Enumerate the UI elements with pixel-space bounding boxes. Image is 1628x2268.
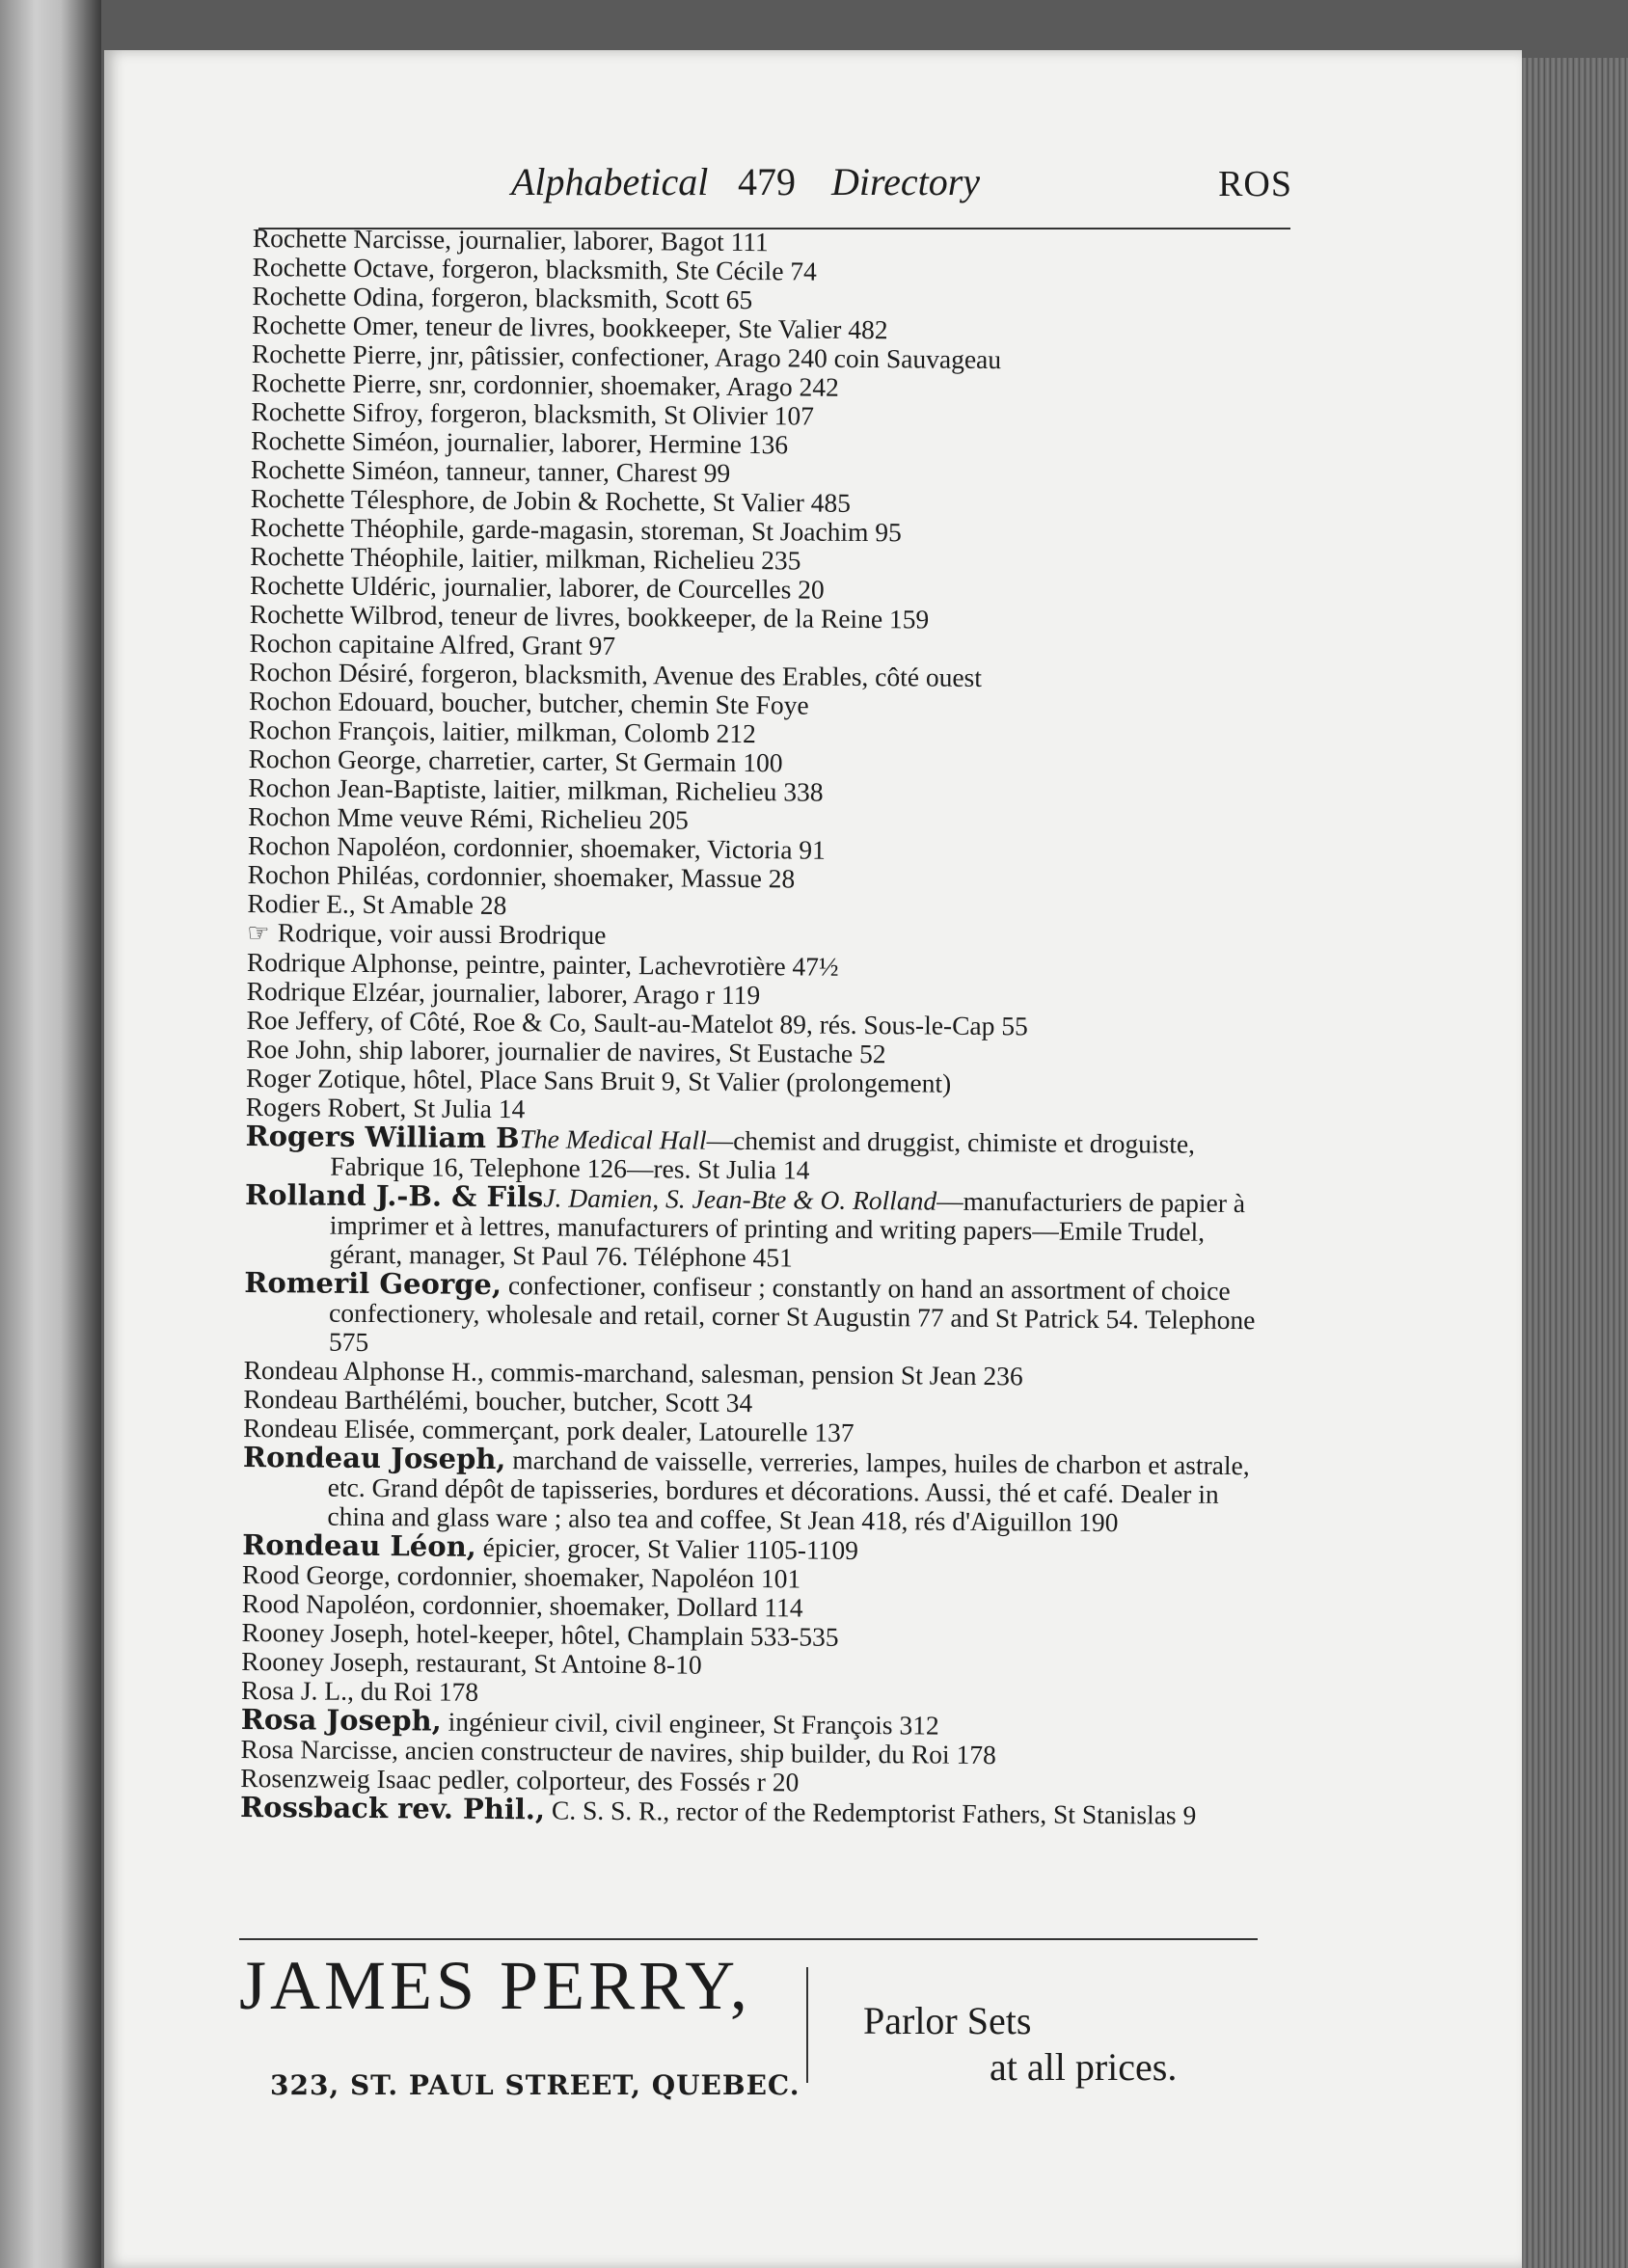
entry: Rochette Théophile, garde-magasin, storeman, St Joachim 95 (250, 511, 903, 548)
entry: Rondeau Barthélémi, boucher, butcher, Scott 34 (243, 1383, 753, 1418)
page-number: 479 (738, 160, 796, 203)
entry: Rodier E., St Amable 28 (247, 887, 507, 921)
entry: Rochette Odina, forgeron, blacksmith, Scott 65 (252, 280, 753, 315)
running-head-left: Alphabetical (511, 160, 709, 203)
entry: Rochon George, charretier, carter, St Germain 100 (248, 742, 783, 778)
entry-name: Rossback rev. Phil., (239, 1790, 546, 1826)
adjacent-page-edge (0, 0, 101, 2268)
entry-name: Rosa Joseph, (240, 1702, 442, 1738)
entry: Rochon François, laitier, milkman, Colomb 212 (248, 714, 756, 749)
entry-text: Rodrique, voir aussi Brodrique (277, 917, 607, 950)
entry-featured (244, 1177, 1267, 1276)
running-head-right: Directory (831, 160, 981, 203)
entry: Rochon Jean-Baptiste, laitier, milkman, Richelieu 338 (248, 771, 824, 807)
entry: Rochon Désiré, forgeron, blacksmith, Avenue des Erables, côté ouest (249, 656, 983, 692)
entry-featured (245, 1121, 1267, 1188)
entry: Rondeau Alphonse H., commis-marchand, salesman, pension St Jean 236 (243, 1354, 1023, 1391)
entry: Rochette Pierre, jnr, pâtissier, confectioner, Arago 240 coin Sauvageau (251, 338, 1002, 375)
directory-entries (240, 224, 1275, 1830)
entry: Rochette Sifroy, forgeron, blacksmith, St Olivier 107 (251, 395, 815, 431)
entry: Rosa Narcisse, ancien constructeur de navires, ship builder, du Roi 178 (240, 1733, 996, 1770)
entry: Rochon Mme veuve Rémi, Richelieu 205 (248, 800, 690, 835)
entry: Rochette Siméon, journalier, laborer, Hermine 136 (251, 424, 789, 460)
entry-name: Rondeau Joseph, (242, 1440, 506, 1476)
pointing-hand-icon: ☞ (247, 918, 278, 949)
entry-detail: ingénieur civil, civil engineer, St François 312 (441, 1706, 939, 1741)
entry: Rochette Omer, teneur de livres, bookkeeper, Ste Valier 482 (252, 309, 888, 345)
entry: Rochon Philéas, cordonnier, shoemaker, Massue 28 (247, 858, 796, 894)
entry-firm: J. Damien, S. Jean-Bte & O. Rolland (543, 1182, 937, 1216)
advertisement-rule (239, 1938, 1258, 1940)
entry: Rochette Uldéric, journalier, laborer, de Courcelles 20 (249, 569, 825, 605)
entry-name: Rolland J.-B. & Fils (244, 1177, 544, 1214)
entry: Rogers Robert, St Julia 14 (245, 1091, 526, 1124)
entry: Rochon Edouard, boucher, butcher, chemin Ste Foye (248, 685, 809, 720)
section-tag: ROS (1218, 164, 1292, 204)
entry: Roe John, ship laborer, journalier de navires, St Eustache 52 (246, 1033, 886, 1069)
entry-detail: marchand de vaisselle, verreries, lampes, huiles de charbon et astrale, etc. Grand dépôt de tapisseries, bordures et décorations. Aussi, thé et café. Dealer in china and glass ware ; also tea and coffee, St Jean 418, rés d'Aiguillon 190 (327, 1444, 1250, 1538)
entry-featured (242, 1440, 1265, 1538)
entry: Rochette Narcisse, journalier, laborer, Bagot 111 (252, 223, 769, 257)
entry: Rood George, cordonnier, shoemaker, Napoléon 101 (241, 1558, 801, 1594)
entry-featured (244, 1265, 1267, 1364)
entry: Rochon Napoléon, cordonnier, shoemaker, Victoria 91 (247, 829, 826, 865)
entry-detail: épicier, grocer, St Valier 1105-1109 (475, 1531, 859, 1565)
brace-divider (806, 1967, 814, 2083)
entry: Rooney Joseph, restaurant, St Antoine 8-10 (241, 1645, 702, 1680)
entry: Roger Zotique, hôtel, Place Sans Bruit 9, St Valier (prolongement) (245, 1062, 952, 1098)
entry: Rochette Télesphore, de Jobin & Rochette, St Valier 485 (250, 482, 852, 518)
page-stack-edge (1522, 58, 1628, 2268)
entry: Rood Napoléon, cordonnier, shoemaker, Dollard 114 (241, 1587, 803, 1623)
advertiser-name: JAMES PERRY, (239, 1947, 751, 2024)
entry-detail: —manufacturiers de papier à imprimer et à lettres, manufacturers of printing and writing papers—Emile Trudel, gérant, manager, St Paul 76. Téléphone 451 (329, 1185, 1246, 1273)
running-head (241, 159, 1292, 227)
entry: Rochon capitaine Alfred, Grant 97 (249, 627, 616, 661)
entry: Rochette Wilbrod, teneur de livres, bookkeeper, de la Reine 159 (249, 598, 930, 634)
entry-detail: —chemist and druggist, chimiste et droguiste, Fabrique 16, Telephone 126—res. St Julia 14 (330, 1124, 1196, 1185)
advertisement-slogan-line1: Parlor Sets (863, 1999, 1032, 2042)
entry: Rodrique Alphonse, peintre, painter, Lachevrotière 47½ (246, 946, 839, 982)
entry-name: Rogers William B (245, 1119, 520, 1155)
entry: Rochette Théophile, laitier, milkman, Richelieu 235 (250, 540, 801, 576)
entry-name: Romeril George, (244, 1265, 502, 1302)
entry-detail: C. S. S. R., rector of the Redemptorist Fathers, St Stanislas 9 (544, 1795, 1197, 1830)
entry: Rochette Octave, forgeron, blacksmith, Ste Cécile 74 (252, 251, 817, 286)
advertisement-slogan-line2: at all prices. (990, 2045, 1178, 2089)
entry: Rochette Pierre, snr, cordonnier, shoemaker, Arago 242 (251, 366, 839, 402)
entry: Rosenzweig Isaac pedler, colporteur, des Fossés r 20 (240, 1762, 800, 1797)
entry: Rochette Siméon, tanneur, tanner, Charest 99 (250, 453, 731, 488)
entry: Rodrique Elzéar, journalier, laborer, Arago r 119 (246, 975, 761, 1011)
advertiser-address: 323, ST. PAUL STREET, QUEBEC. (270, 2069, 800, 2101)
entry: Rosa J. L., du Roi 178 (240, 1674, 479, 1707)
entry: Roe Jeffery, of Côté, Roe & Co, Sault-au-Matelot 89, rés. Sous-le-Cap 55 (246, 1004, 1028, 1041)
entry: Rooney Joseph, hotel-keeper, hôtel, Champlain 533-535 (241, 1616, 839, 1652)
entry: Rondeau Elisée, commerçant, pork dealer, Latourelle 137 (243, 1412, 855, 1447)
entry-name: Rondeau Léon, (242, 1527, 476, 1563)
entry-firm: The Medical Hall (519, 1123, 707, 1155)
entry-detail: confectioner, confiseur ; constantly on hand an assortment of choice confectionery, wholesale and retail, corner St Augustin 77 and St Patrick 54. Telephone 575 (328, 1270, 1256, 1357)
